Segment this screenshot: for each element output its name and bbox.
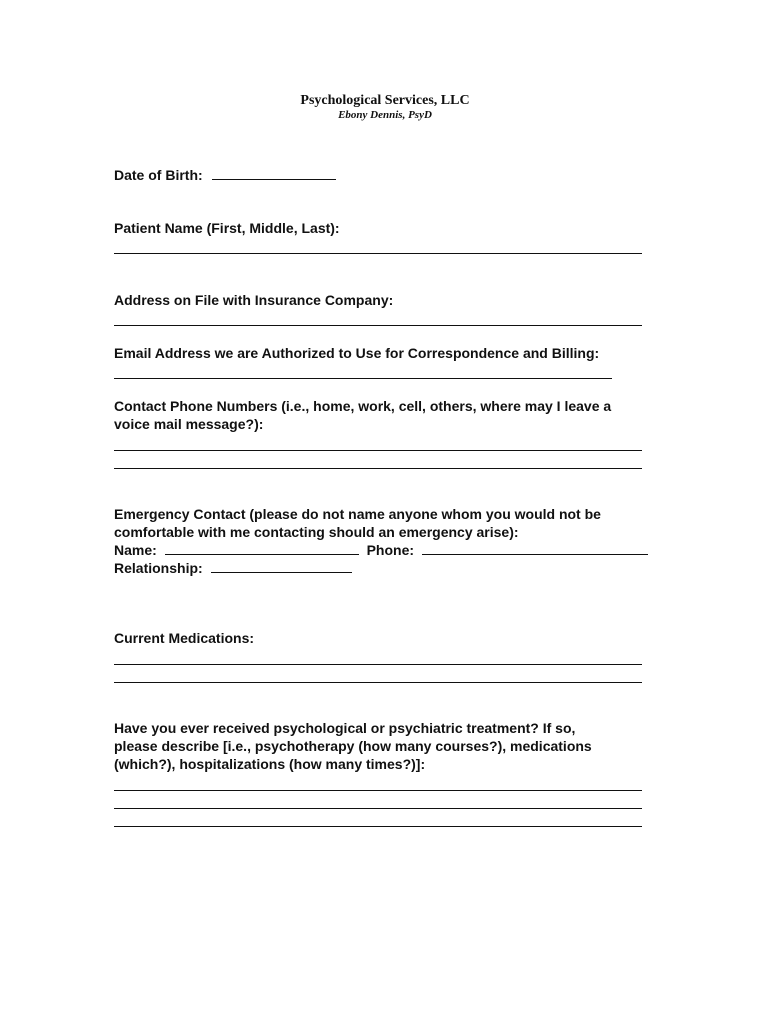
treatment-label-line2: please describe [i.e., psychotherapy (how many courses?), medications <box>114 738 592 754</box>
provider-name: Ebony Dennis, PsyD <box>338 109 432 121</box>
emergency-relationship-label: Relationship: <box>114 560 203 576</box>
emergency-phone-field[interactable] <box>422 541 648 555</box>
treatment-label-line1: Have you ever received psychological or psychiatric treatment? If so, <box>114 720 576 736</box>
patient-name-label: Patient Name (First, Middle, Last): <box>114 220 340 236</box>
emergency-relationship-field[interactable] <box>211 559 352 573</box>
phone-field-2[interactable] <box>114 468 642 469</box>
phone-label-line1: Contact Phone Numbers (i.e., home, work, cell, others, where may I leave a <box>114 398 612 414</box>
dob-row <box>114 166 336 184</box>
patient-name-field[interactable] <box>114 253 642 254</box>
emergency-name-phone-row <box>114 541 648 559</box>
email-field[interactable] <box>114 378 612 379</box>
address-field[interactable] <box>114 325 642 326</box>
emergency-relationship-row <box>114 559 352 577</box>
address-label: Address on File with Insurance Company: <box>114 292 394 308</box>
treatment-label-line3: (which?), hospitalizations (how many times?)]: <box>114 756 426 772</box>
emergency-name-label: Name: <box>114 542 157 558</box>
dob-label: Date of Birth: <box>114 167 203 183</box>
emergency-label-line1: Emergency Contact (please do not name anyone whom you would not be <box>114 506 601 522</box>
dob-field[interactable] <box>212 166 336 180</box>
treatment-field-3[interactable] <box>114 826 642 827</box>
medications-field-1[interactable] <box>114 664 642 665</box>
medications-field-2[interactable] <box>114 682 642 683</box>
organization-name: Psychological Services, LLC <box>300 93 470 108</box>
emergency-phone-label: Phone: <box>366 542 415 558</box>
emergency-name-field[interactable] <box>165 541 359 555</box>
medications-label: Current Medications: <box>114 630 255 646</box>
emergency-label-line2: comfortable with me contacting should an emergency arise): <box>114 524 519 540</box>
phone-label-line2: voice mail message?): <box>114 416 264 432</box>
document-header <box>0 92 770 122</box>
treatment-field-1[interactable] <box>114 790 642 791</box>
email-label: Email Address we are Authorized to Use for Correspondence and Billing: <box>114 345 600 361</box>
phone-field-1[interactable] <box>114 450 642 451</box>
treatment-field-2[interactable] <box>114 808 642 809</box>
